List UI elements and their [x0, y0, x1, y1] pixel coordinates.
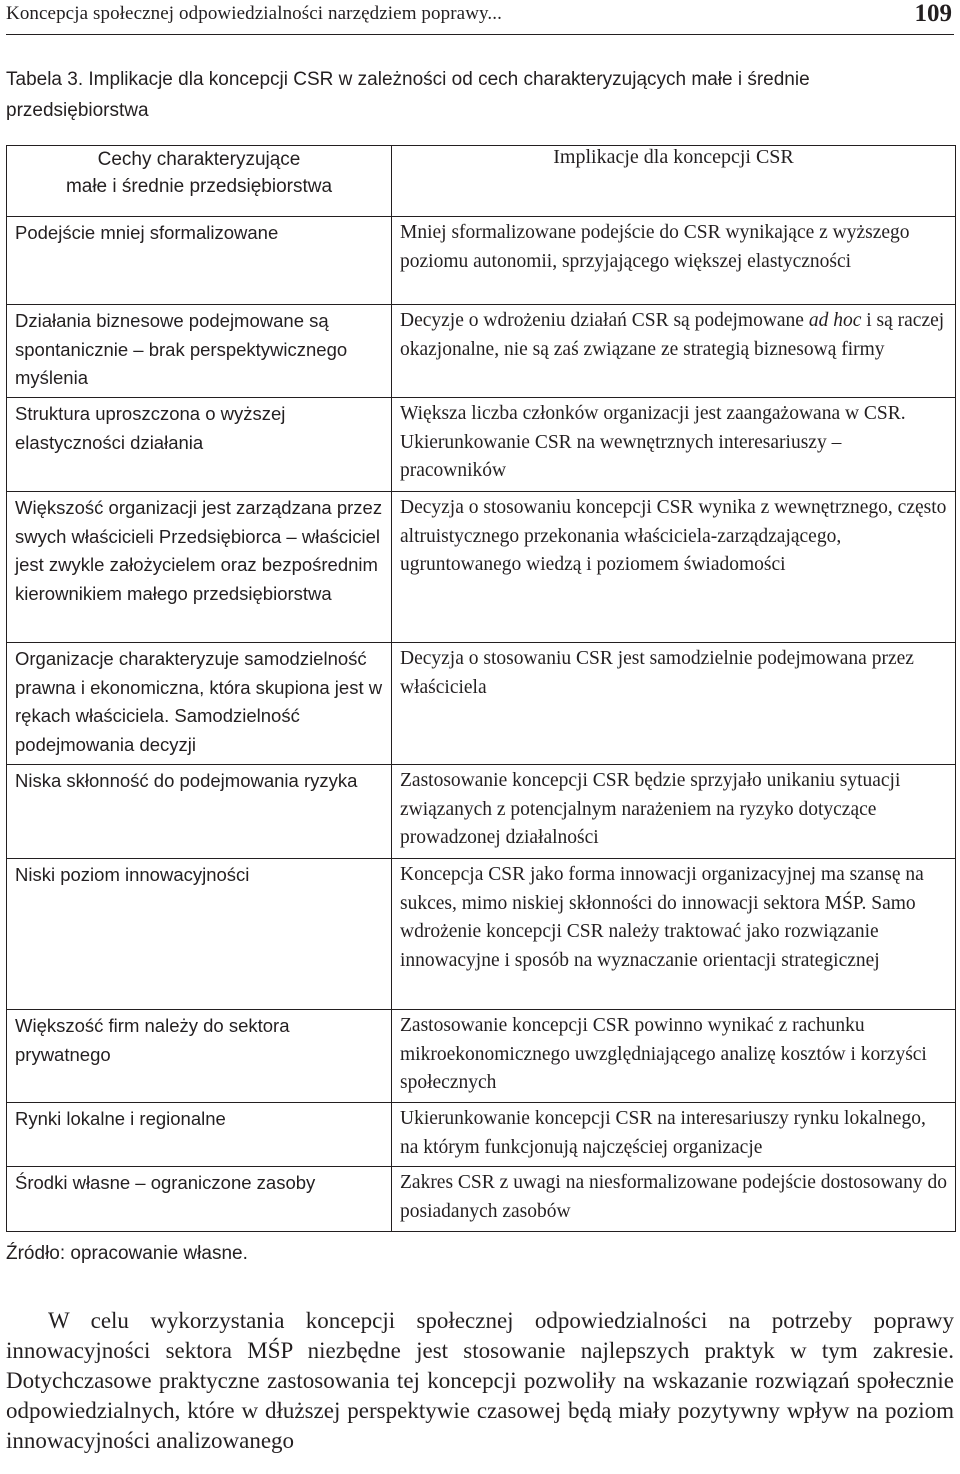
row-implication-cell: Decyzja o stosowaniu CSR jest samodzielnie podejmowana przez właściciela — [392, 643, 956, 765]
row-feature-cell: Większość organizacji jest zarządzana przez swych właścicieli Przedsiębiorca – właściciel jest zwykle założycielem oraz bezpośrednim kierownikiem małego przedsiębiorstwa — [7, 492, 392, 643]
table-caption — [6, 64, 936, 126]
header-left-line2: małe i średnie przedsiębiorstwa — [65, 176, 333, 197]
table-row — [7, 398, 956, 492]
table-caption-text: Implikacje dla koncepcji CSR w zależności od cech charakteryzujących małe i średnie przedsiębiorstwa — [6, 69, 810, 121]
table-row — [7, 217, 956, 305]
page-number: 109 — [914, 0, 952, 27]
table-row — [7, 765, 956, 859]
row-feature-cell: Organizacje charakteryzuje samodzielność prawna i ekonomiczna, która skupiona jest w rękach właściciela. Samodzielność podejmowania decyzji — [7, 643, 392, 765]
row-feature-cell: Działania biznesowe podejmowane są spontanicznie – brak perspektywicznego myślenia — [7, 305, 392, 398]
table-header-row — [7, 146, 956, 217]
row-implication-cell — [392, 305, 956, 398]
row-feature-cell: Większość firm należy do sektora prywatnego — [7, 1010, 392, 1103]
row-feature-cell: Niska skłonność do podejmowania ryzyka — [7, 765, 392, 859]
table-row — [7, 1167, 956, 1232]
header-cell-implications: Implikacje dla koncepcji CSR — [392, 146, 956, 217]
running-header — [6, 0, 954, 35]
table-row — [7, 643, 956, 765]
table-caption-label: Tabela 3. — [6, 69, 84, 90]
row-implication-cell: Większa liczba członków organizacji jest zaangażowana w CSR. Ukierunkowanie CSR na wewnętrznych interesariuszy – pracowników — [392, 398, 956, 492]
row-feature-cell: Podejście mniej sformalizowane — [7, 217, 392, 305]
table-row — [7, 305, 956, 398]
table-row — [7, 1103, 956, 1167]
row-implication-cell: Ukierunkowanie koncepcji CSR na interesariuszy rynku lokalnego, na którym funkcjonują najczęściej organizacje — [392, 1103, 956, 1167]
table-row — [7, 1010, 956, 1103]
implication-text-pre: Decyzje o wdrożeniu działań CSR są podejmowane — [400, 310, 809, 331]
row-feature-cell: Niski poziom innowacyjności — [7, 859, 392, 1010]
row-implication-cell: Zastosowanie koncepcji CSR powinno wynikać z rachunku mikroekonomicznego uwzględniającego analizę kosztów i korzyści społecznych — [392, 1010, 956, 1103]
table-row — [7, 859, 956, 1010]
row-implication-cell: Mniej sformalizowane podejście do CSR wynikające z wyższego poziomu autonomii, sprzyjającego większej elastyczności — [392, 217, 956, 305]
body-paragraph: W celu wykorzystania koncepcji społecznej odpowiedzialności na potrzeby poprawy innowacyjności sektora MŚP niezbędne jest stosowanie najlepszych praktyk w tym zakresie. Dotychczasowe praktyczne zastosowania tej koncepcji pozwoliły na wskazanie rozwiązań społecznie odpowiedzialnych, które w dłuższej perspektywie czasowej będą miały pozytywny wpływ na poziom innowacyjności analizowanego — [6, 1308, 954, 1453]
implication-text-post: i są raczej okazjonalne, nie są zaś związane ze strategią biznesową firmy — [400, 310, 945, 360]
row-implication-cell: Koncepcja CSR jako forma innowacji organizacyjnej ma szansę na sukces, mimo niskiej skłonności do innowacji sektora MŚP. Samo wdrożenie koncepcji CSR należy traktować jako rozwiązanie innowacyjne i sposób na wyznaczanie orientacji strategicznej — [392, 859, 956, 1010]
row-feature-cell: Struktura uproszczona o wyższej elastyczności działania — [7, 398, 392, 492]
header-cell-features — [7, 146, 392, 217]
running-title: Koncepcja społecznej odpowiedzialności narzędziem poprawy... — [6, 3, 502, 24]
table-source-note: Źródło: opracowanie własne. — [6, 1243, 248, 1264]
row-implication-cell: Zastosowanie koncepcji CSR będzie sprzyjało unikaniu sytuacji związanych z potencjalnym narażeniem na ryzyko dotyczące prowadzonej działalności — [392, 765, 956, 859]
row-implication-cell: Zakres CSR z uwagi na niesformalizowane podejście dostosowany do posiadanych zasobów — [392, 1167, 956, 1232]
row-implication-cell: Decyzja o stosowaniu koncepcji CSR wynika z wewnętrznego, często altruistycznego przekonania właściciela-zarządzającego, ugruntowanego wiedzą i poziomem świadomości — [392, 492, 956, 643]
table-row — [7, 492, 956, 643]
header-left-line1: Cechy charakteryzujące — [97, 149, 301, 170]
implication-text-emphasis: ad hoc — [808, 310, 862, 331]
row-feature-cell: Środki własne – ograniczone zasoby — [7, 1167, 392, 1232]
row-feature-cell: Rynki lokalne i regionalne — [7, 1103, 392, 1167]
csr-implications-table — [6, 145, 956, 1232]
